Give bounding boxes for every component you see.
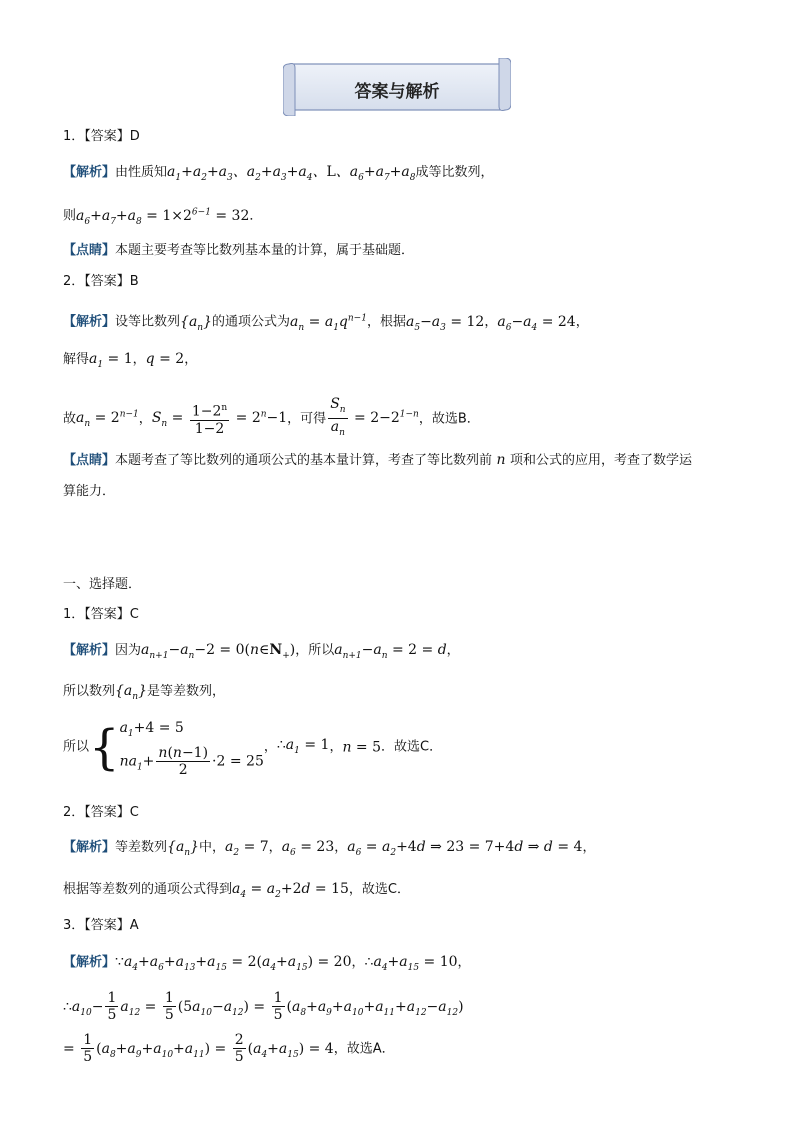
s1-q1-note [63, 242, 414, 260]
s2-q3-answer [63, 917, 139, 935]
analysis-tag: 【解析】 [63, 643, 116, 658]
banner-title: 答案与解析 [354, 82, 440, 102]
answer-label: 1．【答案】 [63, 607, 130, 622]
formula: $a_6-a_4 = 24$ [497, 313, 576, 333]
s2-q1-line2 [63, 682, 225, 706]
analysis-text: 故选C． [394, 739, 443, 755]
analysis-text: 所以 [63, 739, 90, 755]
note-tag: 【点睛】 [63, 243, 116, 258]
s2-q3-line3 [63, 1032, 395, 1065]
formula: $a_{n+1}-a_n = 2 = d$ [334, 642, 447, 661]
analysis-text: 由性质知 [115, 165, 168, 180]
s1-q2-answer [63, 273, 139, 291]
answer-label: 2．【答案】 [63, 805, 130, 820]
note-text: 项和公式的应用，考查了数学运 [509, 453, 692, 468]
equation-system: $a_1+4 = 5$ $na_1+$ $\frac{n(n-1)}{2}$ ·2 = 25 [119, 720, 264, 778]
answer-value: B [129, 274, 139, 289]
formula: $a_{n+1}-a_n-2$ = $0(n\in N_+)$ [141, 642, 296, 661]
s2-q1-analysis: 【解析】因为$a_{n+1}-a_n-2$ = $0(n\in N_+)$，所以$a_{n+1}-a_n = 2 = d$， [63, 642, 460, 661]
s1-q1-analysis [63, 163, 494, 187]
formula: $\{a_n\}$ [115, 683, 147, 702]
analysis-text: 根据等差数列的通项公式得到 [63, 882, 233, 897]
s2-q3-line2 [63, 990, 464, 1023]
s1-q2-note: 【点睛】本题考查了等比数列的通项公式的基本量计算，考查了等比数列前 n 项和公式的应用，考查了数学运 [63, 452, 692, 468]
analysis-text: 成等比数列， [415, 165, 494, 180]
formula: $a_n = 2^{n-1}$ [76, 409, 139, 430]
formula: $a_6+a_7+a_8 = 1\times 2^{6-1} = 32$ [76, 207, 250, 227]
note-text: 本题主要考查等比数列基本量的计算，属于基础题． [115, 243, 415, 258]
note-tag: 【点睛】 [63, 453, 116, 468]
analysis-text: ，根据 [366, 314, 406, 330]
formula: $a_2 = 7$ [225, 839, 269, 858]
formula: $S_n$ = $\frac{1-2^n}{1-2}$ = $2^n-1$ [152, 410, 287, 426]
s2-q2-line2 [63, 880, 410, 904]
s1-q2-analysis: 【解析】设等比数列$\{a_n\}$的通项公式为$a_n = a_1q^{n-1}$，根据$a_5-a_3 = 12$，$a_6-a_4 = 24$， [63, 313, 589, 333]
formula: $\therefore a_{10}-$ $\frac{1}{5}$ $a_{12}$ = $\frac{1}{5}$ $(5a_{10}-a_{12})$ = $\frac{1}{5}$ $(a_8+a_9+a_{10}+a_{11}+a_{12}-a_{12})$ [63, 990, 464, 1023]
answer-value: C [129, 805, 139, 820]
formula: $\{a_n\}$ [167, 839, 200, 858]
formula: $\therefore a_1 = 1$ [276, 736, 330, 756]
formula: = $\frac{1}{5}$ $(a_8+a_9+a_{10}+a_{11})$ = $\frac{2}{5}$ $(a_4+a_{15}) = 4$ [63, 1032, 334, 1065]
analysis-tag: 【解析】 [63, 840, 116, 855]
s1-q2-solve: 解得$a_1 = 1$，q = 2， [63, 351, 198, 370]
s1-q1-answer [63, 128, 140, 146]
therefore-suffix: ，故选B． [418, 411, 480, 427]
title-banner [283, 58, 511, 116]
analysis-tag: 【解析】 [63, 314, 116, 330]
s2-q3-analysis: 【解析】$\because a_4+a_6+a_{13}+a_{15} = 2(a_4+a_{15}) = 20$，$\therefore a_4+a_{15} = 10$， [63, 954, 471, 973]
calc-prefix: 则 [63, 208, 77, 224]
formula: $a_4 = a_2+2d = 15$ [232, 881, 349, 900]
analysis-text: 设等比数列 [115, 314, 181, 330]
formula: $\because a_4+a_6+a_{13}+a_{15} = 2(a_4+a_{15}) = 20$ [115, 954, 352, 973]
s2-q1-answer [63, 606, 139, 624]
s1-q2-note-cont [63, 483, 115, 501]
therefore-mid: ，可得 [287, 411, 327, 427]
section-heading: 一、选择题． [63, 577, 142, 592]
formula: $a_5-a_3 = 12$ [405, 313, 485, 333]
formula: $a_1 = 1$ [89, 351, 133, 370]
section2-heading [63, 576, 141, 594]
s1-q1-calc [63, 203, 262, 230]
analysis-text: ，故选A． [333, 1041, 395, 1057]
analysis-tag: 【解析】 [63, 955, 116, 970]
note-text: 算能力． [63, 484, 116, 499]
formula: $a_6 = a_2+4d$ ⇒ 23 = 7+4d ⇒ d = 4 [347, 839, 583, 858]
analysis-text: 等差数列 [115, 840, 168, 855]
formula: $\{a_n\}$ [180, 313, 213, 333]
analysis-text: ，故选C． [348, 882, 410, 897]
s2-q2-analysis: 【解析】等差数列$\{a_n\}$中，$a_2 = 7$，$a_6 = 23$，$a_6 = a_2+4d$ ⇒ 23 = 7+4d ⇒ d = 4， [63, 839, 596, 858]
formula: q = 2 [145, 351, 185, 367]
analysis-text: 中， [199, 840, 226, 855]
analysis-text: 所以数列 [63, 684, 116, 699]
answer-label: 3．【答案】 [63, 918, 130, 933]
note-text: 本题考查了等比数列的通项公式的基本量计算，考查了等比数列前 [115, 453, 493, 468]
solve-prefix: 解得 [63, 352, 90, 367]
calc-suffix: ． [249, 208, 263, 224]
brace-icon: { [89, 719, 120, 776]
s2-q1-system: 所以{ $a_1+4 = 5$ $na_1+$ $\frac{n(n-1)}{2}$ ·2 = 25 ，$\therefore a_1 = 1$，n = 5．故选C． [63, 717, 442, 778]
answer-label: 1．【答案】 [63, 129, 130, 144]
formula: $a_1+a_2+a_3$、$a_2+a_3+a_4$、L、$a_6+a_7+a_8$ [167, 164, 416, 183]
s1-q2-therefore: 故$a_n = 2^{n-1}$，$S_n$ = $\frac{1-2^n}{1-2}$ = $2^n-1$，可得 $\frac{S_n}{a_n}$ = $2-2^{1-n}$，故选B． [63, 396, 480, 438]
analysis-tag: 【解析】 [63, 165, 116, 180]
answer-value: C [129, 607, 139, 622]
therefore-prefix: 故 [63, 411, 77, 427]
formula: n = 5 [342, 739, 382, 756]
analysis-text: 是等差数列， [147, 684, 226, 699]
analysis-text: 的通项公式为 [212, 314, 291, 330]
answer-label: 2．【答案】 [63, 274, 130, 289]
formula: $\therefore a_4+a_{15} = 10$ [364, 954, 458, 973]
s2-q2-answer [63, 804, 139, 822]
answer-value: D [129, 129, 140, 144]
formula: $a_6 = 23$ [281, 839, 335, 858]
formula: $a_n = a_1q^{n-1}$ [290, 313, 367, 333]
formula: $\frac{S_n}{a_n}$ = $2-2^{1-n}$ [330, 396, 419, 438]
analysis-text: ，所以 [295, 643, 335, 658]
answer-value: A [129, 918, 139, 933]
analysis-text: 因为 [115, 643, 142, 658]
